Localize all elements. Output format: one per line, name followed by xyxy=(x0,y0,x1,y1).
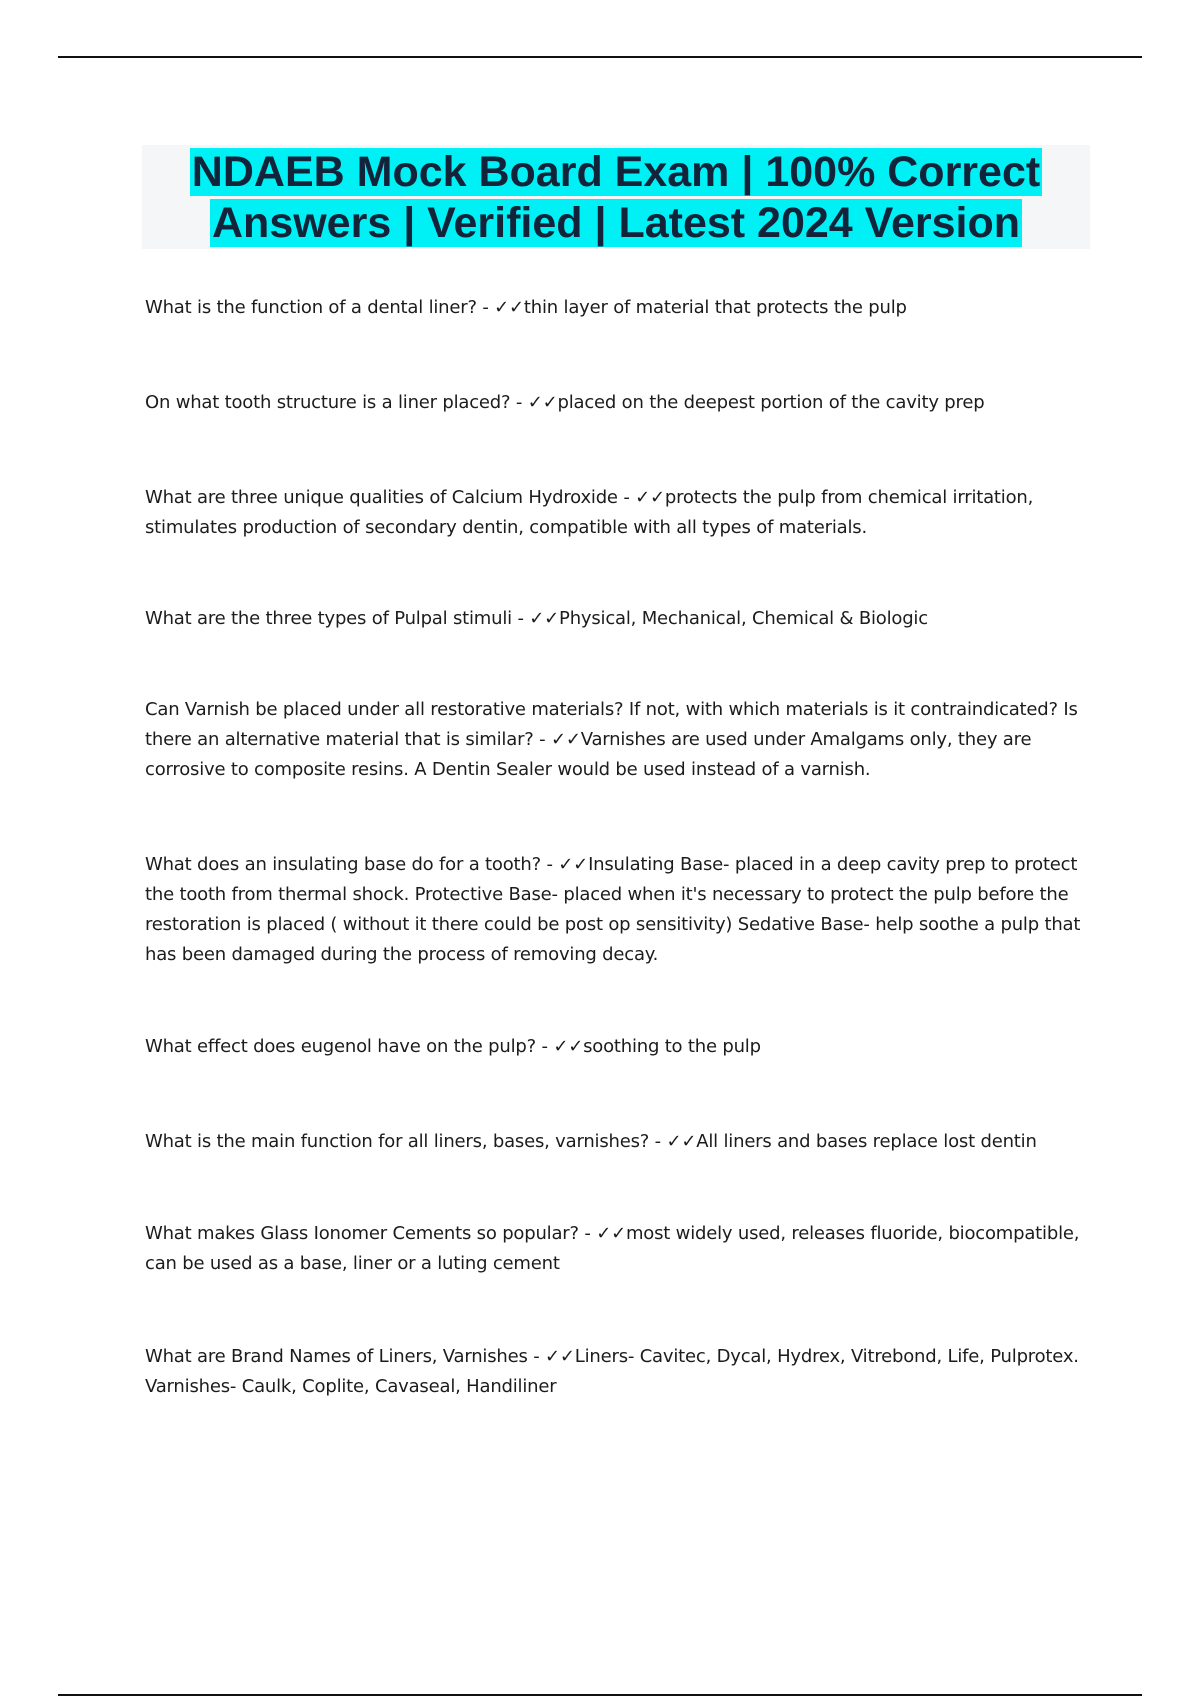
question-text: What are the three types of Pulpal stimuli xyxy=(145,608,512,629)
question-text: What does an insulating base do for a tooth? xyxy=(145,854,541,875)
title-block xyxy=(142,145,1090,249)
qa-item-4 xyxy=(145,604,1085,634)
separator: - xyxy=(533,729,551,750)
answer-text: Insulating Base- placed in a deep cavity prep to protect the tooth from thermal shock. Protective Base- placed when it's necessary to protect the pulp before the restoration is placed ( without it there could be post op sensitivity) Sedative Base- help soothe a pulp that has been damaged during the process of removing decay. xyxy=(145,854,1081,965)
question-text: What makes Glass Ionomer Cements so popular? xyxy=(145,1223,579,1244)
separator: - xyxy=(540,854,559,875)
double-check-icon: ✓✓ xyxy=(527,392,558,413)
double-check-icon: ✓✓ xyxy=(666,1131,697,1152)
answer-text: Physical, Mechanical, Chemical & Biologic xyxy=(559,608,928,629)
separator: - xyxy=(535,1036,554,1057)
page-title xyxy=(142,145,1090,249)
qa-item-6 xyxy=(145,850,1085,970)
separator: - xyxy=(510,392,528,413)
qa-item-3 xyxy=(145,483,1085,543)
question-text: What effect does eugenol have on the pulp? xyxy=(145,1036,536,1057)
page-title-text: NDAEB Mock Board Exam | 100% Correct Answers | Verified | Latest 2024 Version xyxy=(191,148,1041,247)
answer-text: All liners and bases replace lost dentin xyxy=(696,1131,1037,1152)
double-check-icon: ✓✓ xyxy=(550,729,581,750)
double-check-icon: ✓✓ xyxy=(558,854,589,875)
answer-text: protects the pulp from chemical irritation, stimulates production of secondary dentin, compatible with all types of materials. xyxy=(145,487,1034,538)
answer-text: Liners- Cavitec, Dycal, Hydrex, Vitrebond, Life, Pulprotex. Varnishes- Caulk, Coplite, Cavaseal, Handiliner xyxy=(145,1346,1079,1397)
qa-item-2 xyxy=(145,388,1085,418)
qa-item-9 xyxy=(145,1219,1085,1279)
answer-text: Varnishes are used under Amalgams only, they are corrosive to composite resins. A Dentin Sealer would be used instead of a varnish. xyxy=(145,729,1032,780)
question-text: What is the main function for all liners, bases, varnishes? xyxy=(145,1131,650,1152)
qa-item-10 xyxy=(145,1342,1085,1402)
double-check-icon: ✓✓ xyxy=(635,487,665,508)
top-rule xyxy=(58,56,1142,58)
double-check-icon: ✓✓ xyxy=(553,1036,584,1057)
answer-text: placed on the deepest portion of the cavity prep xyxy=(557,392,985,413)
separator: - xyxy=(578,1223,597,1244)
answer-text: most widely used, releases fluoride, biocompatible, can be used as a base, liner or a luting cement xyxy=(145,1223,1080,1274)
question-text: On what tooth structure is a liner placed? xyxy=(145,392,511,413)
separator: - xyxy=(527,1346,546,1367)
qa-item-5 xyxy=(145,695,1085,785)
separator: - xyxy=(511,608,530,629)
bottom-rule xyxy=(58,1694,1142,1696)
double-check-icon: ✓✓ xyxy=(545,1346,575,1367)
qa-item-7 xyxy=(145,1032,1085,1062)
double-check-icon: ✓✓ xyxy=(494,297,524,318)
separator: - xyxy=(476,297,495,318)
answer-text: soothing to the pulp xyxy=(583,1036,761,1057)
double-check-icon: ✓✓ xyxy=(596,1223,626,1244)
double-check-icon: ✓✓ xyxy=(529,608,560,629)
question-text: What are Brand Names of Liners, Varnishes xyxy=(145,1346,528,1367)
separator: - xyxy=(617,487,636,508)
answer-text: thin layer of material that protects the pulp xyxy=(523,297,907,318)
question-text: What are three unique qualities of Calcium Hydroxide xyxy=(145,487,618,508)
separator: - xyxy=(649,1131,667,1152)
qa-item-1 xyxy=(145,293,1085,323)
question-text: What is the function of a dental liner? xyxy=(145,297,477,318)
question-text: Can Varnish be placed under all restorative materials? If not, with which materials is it contraindicated? Is there an alternative material that is similar? xyxy=(145,699,1078,750)
qa-item-8 xyxy=(145,1127,1085,1157)
